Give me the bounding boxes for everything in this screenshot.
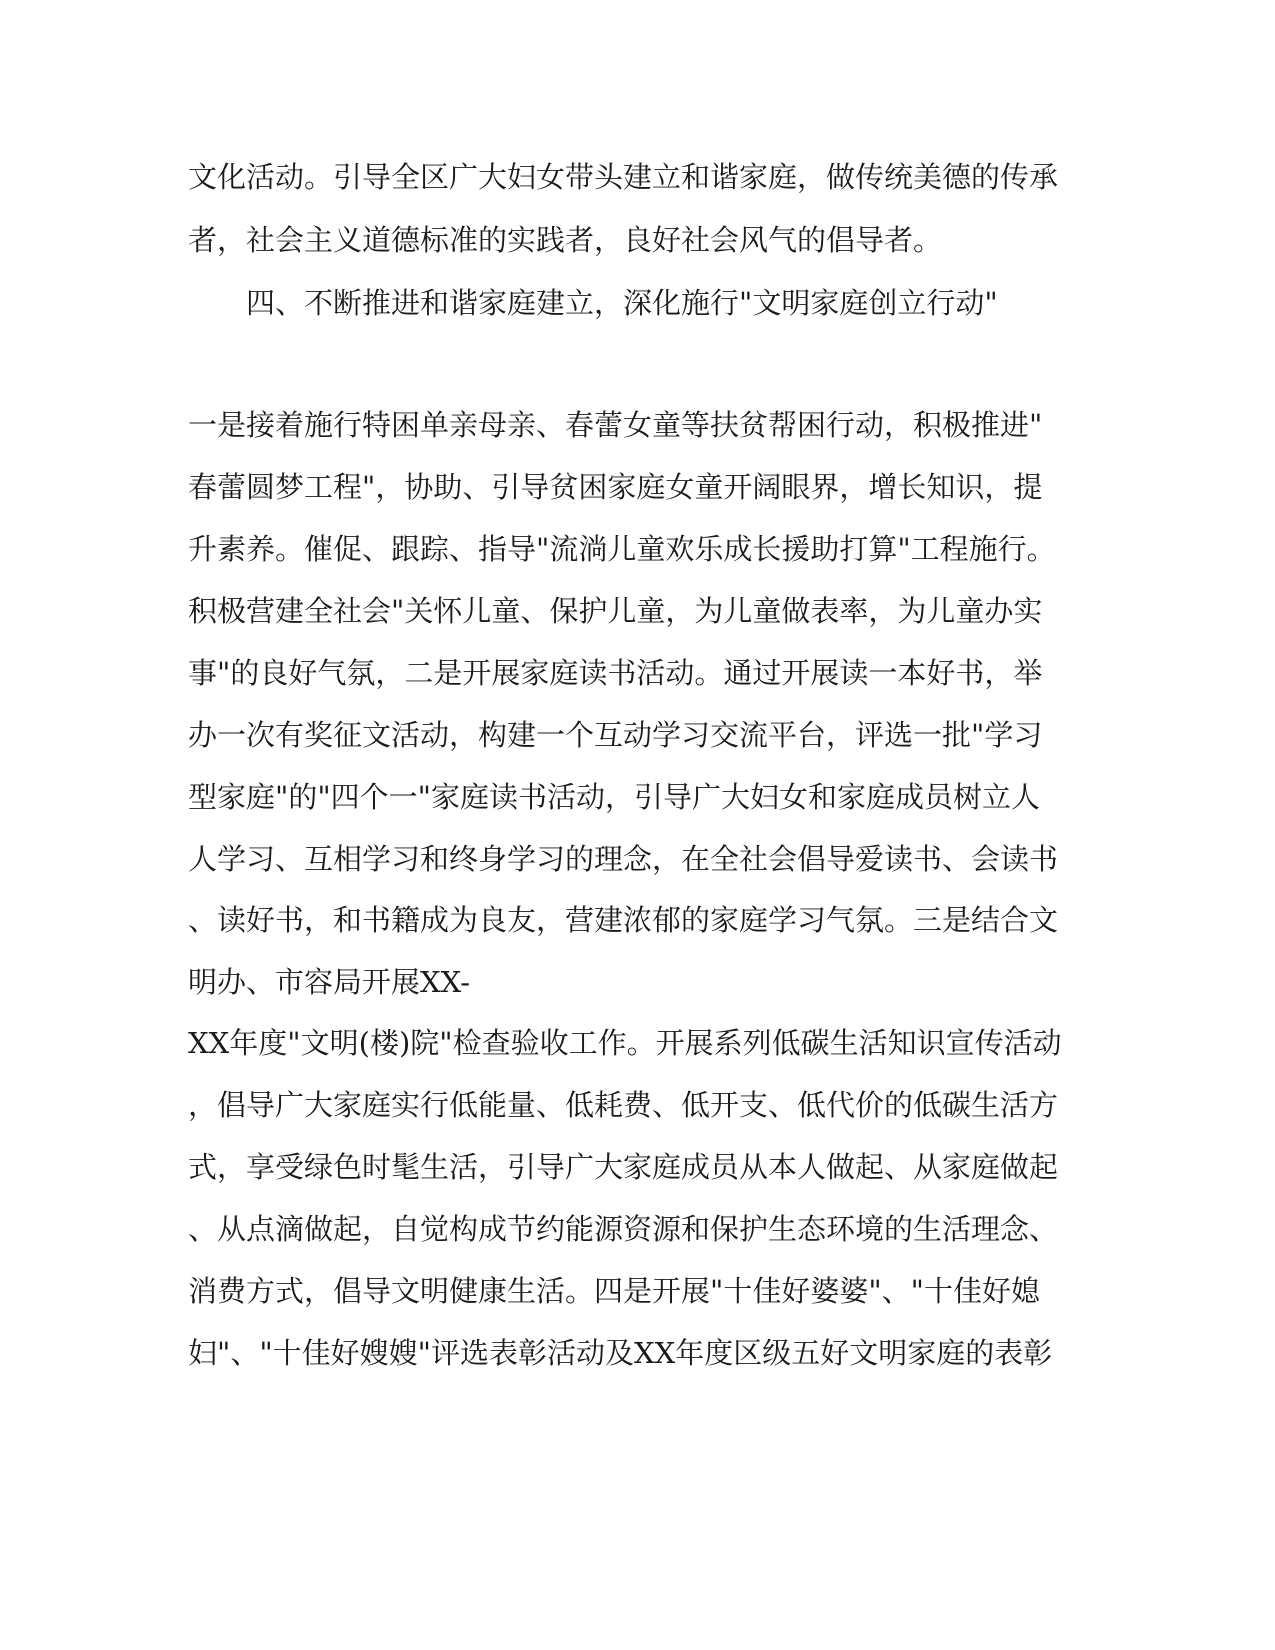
paragraph-line: 妇"、"十佳好嫂嫂"评选表彰活动及XX年度区级五好文明家庭的表彰 [188,1336,1053,1370]
paragraph-line: 、从点滴做起，自觉构成节约能源资源和保护生态环境的生活理念、 [188,1212,1059,1246]
paragraph-line: 人学习、互相学习和终身学习的理念，在全社会倡导爱读书、会读书 [188,842,1059,876]
paragraph-line: 春蕾圆梦工程"，协助、引导贫困家庭女童开阔眼界，增长知识，提 [188,470,1043,504]
paragraph-line: 升素养。催促、跟踪、指导"流淌儿童欢乐成长援助打算"工程施行。 [188,532,1056,566]
paragraph-line: 型家庭"的"四个一"家庭读书活动，引导广大妇女和家庭成员树立人 [188,780,1041,814]
paragraph-line: 文化活动。引导全区广大妇女带头建立和谐家庭，做传统美德的传承 [188,160,1059,194]
paragraph-line: ，倡导广大家庭实行低能量、低耗费、低开支、低代价的低碳生活方 [188,1088,1059,1122]
paragraph-line: 积极营建全社会"关怀儿童、保护儿童，为儿童做表率，为儿童办实 [188,594,1043,628]
paragraph-line: 者，社会主义道德标准的实践者，良好社会风气的倡导者。 [188,223,943,257]
paragraph-line: XX年度"文明(楼)院"检查验收工作。开展系列低碳生活知识宣传活动 [188,1026,1062,1060]
paragraph-line: 办一次有奖征文活动，构建一个互动学习交流平台，评选一批"学习 [188,718,1043,752]
section-heading: 四、不断推进和谐家庭建立，深化施行"文明家庭创立行动" [246,286,998,320]
paragraph-line: 消费方式，倡导文明健康生活。四是开展"十佳好婆婆"、"十佳好媳 [188,1274,1041,1308]
paragraph-line: 一是接着施行特困单亲母亲、春蕾女童等扶贫帮困行动，积极推进" [188,408,1043,442]
paragraph-line: 、读好书，和书籍成为良友，营建浓郁的家庭学习气氛。三是结合文 [188,903,1059,937]
paragraph-line: 式，享受绿色时髦生活，引导广大家庭成员从本人做起、从家庭做起 [188,1150,1059,1184]
paragraph-line: 事"的良好气氛，二是开展家庭读书活动。通过开展读一本好书，举 [188,656,1043,690]
paragraph-line: 明办、市容局开展XX- [188,965,471,999]
